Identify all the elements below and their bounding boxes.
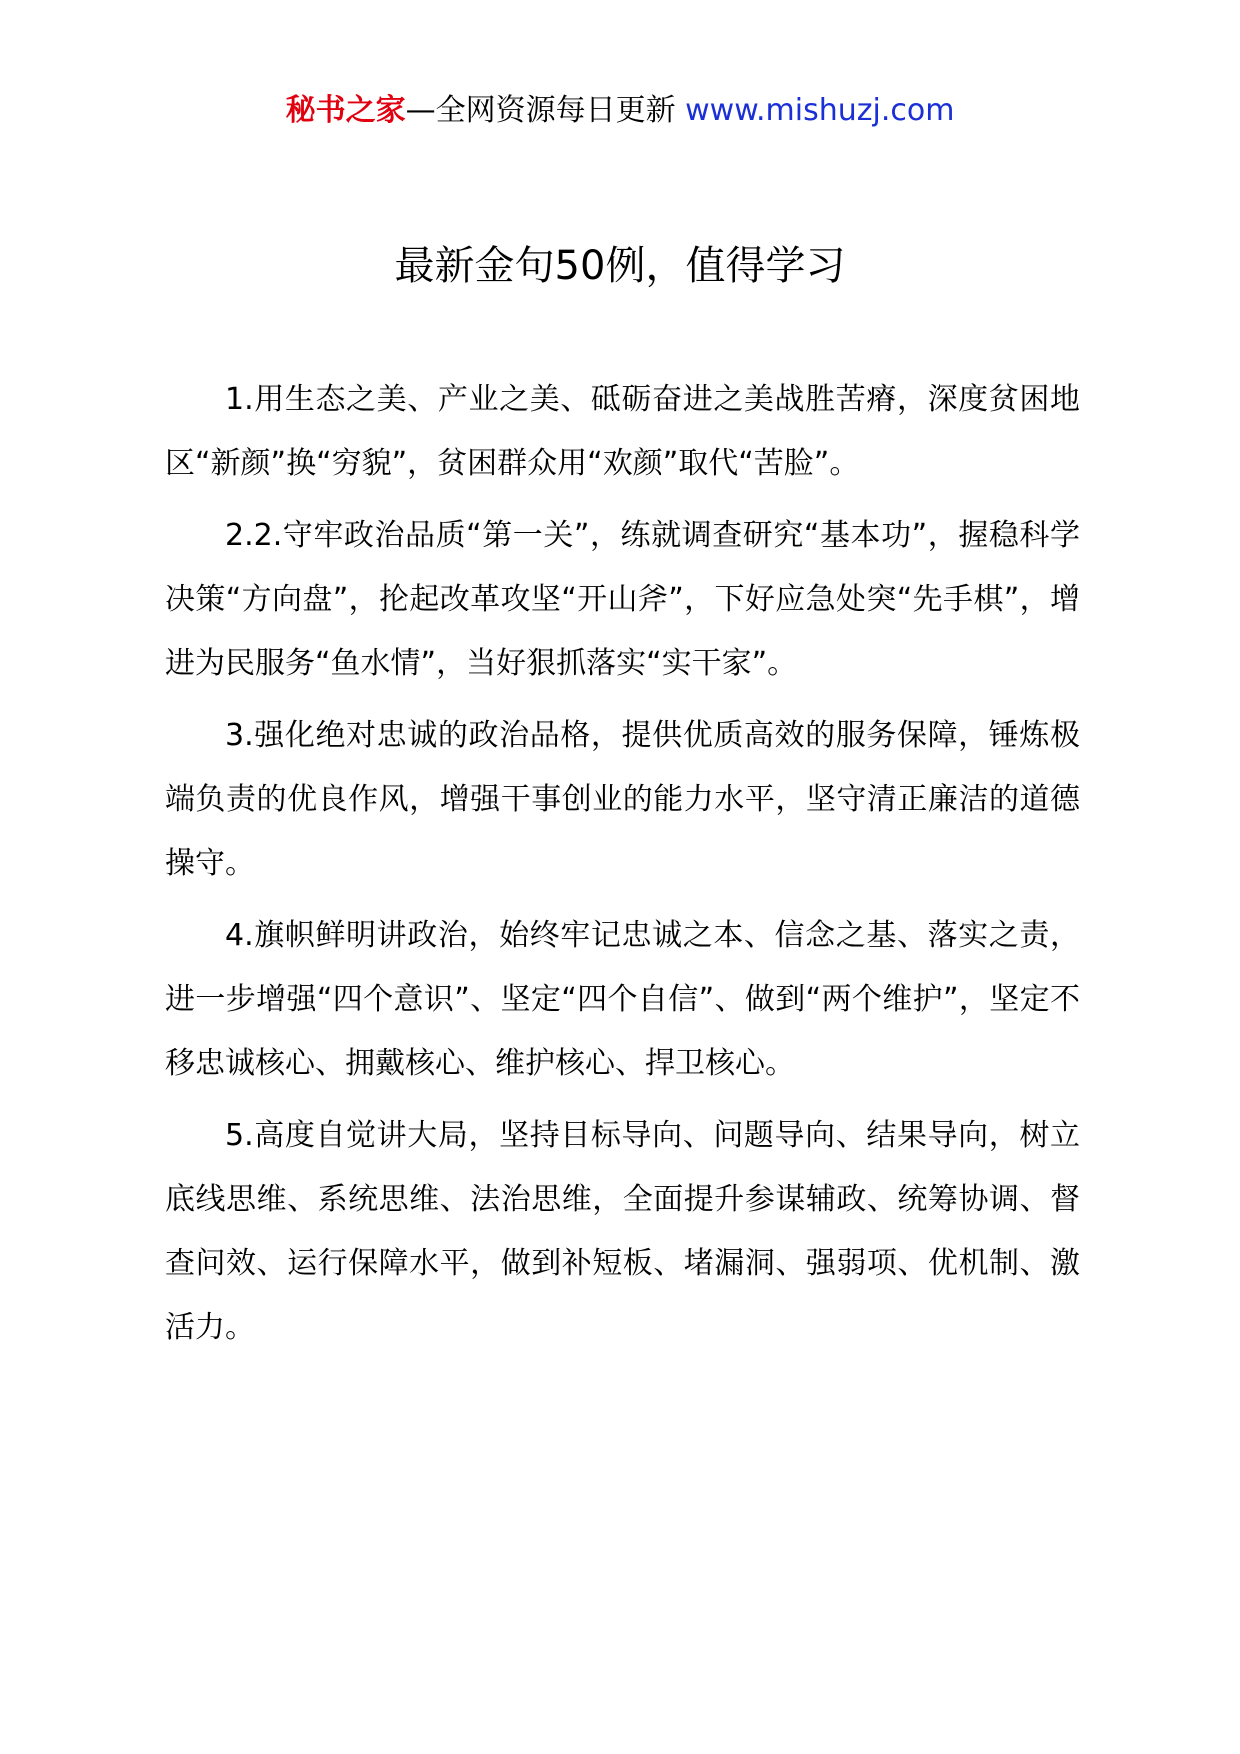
paragraph-1: 1.用生态之美、产业之美、砥砺奋进之美战胜苦瘠，深度贫困地区“新颜”换“穷貌”，贫困群众用“欢颜”取代“苦脸”。 <box>165 382 1080 481</box>
paragraph-4: 4.旗帜鲜明讲政治，始终牢记忠诚之本、信念之基、落实之责，进一步增强“四个意识”、坚定“四个自信”、做到“两个维护”，坚定不移忠诚核心、拥戴核心、维护核心、捍卫核心。 <box>165 918 1080 1081</box>
paragraph-5: 5.高度自觉讲大局，坚持目标导向、问题导向、结果导向，树立底线思维、系统思维、法治思维，全面提升参谋辅政、统筹协调、督查问效、运行保障水平，做到补短板、堵漏洞、强弱项、优机制、激活力。 <box>165 1118 1080 1345</box>
header-tagline: —全网资源每日更新 <box>405 93 686 128</box>
document-body <box>165 368 1080 1368</box>
page-header <box>0 88 1240 134</box>
brand-name: 秘书之家 <box>285 93 406 128</box>
paragraph-2: 2.2.守牢政治品质“第一关”，练就调查研究“基本功”，握稳科学决策“方向盘”，抡起改革攻坚“开山斧”，下好应急处突“先手棋”，增进为民服务“鱼水情”，当好狠抓落实“实干家”。 <box>165 518 1080 681</box>
paragraph-3: 3.强化绝对忠诚的政治品格，提供优质高效的服务保障，锤炼极端负责的优良作风，增强干事创业的能力水平，坚守清正廉洁的道德操守。 <box>165 718 1080 881</box>
document-title: 最新金句50例，值得学习 <box>394 243 846 289</box>
site-url-link[interactable]: www.mishuzj.com <box>685 93 955 128</box>
